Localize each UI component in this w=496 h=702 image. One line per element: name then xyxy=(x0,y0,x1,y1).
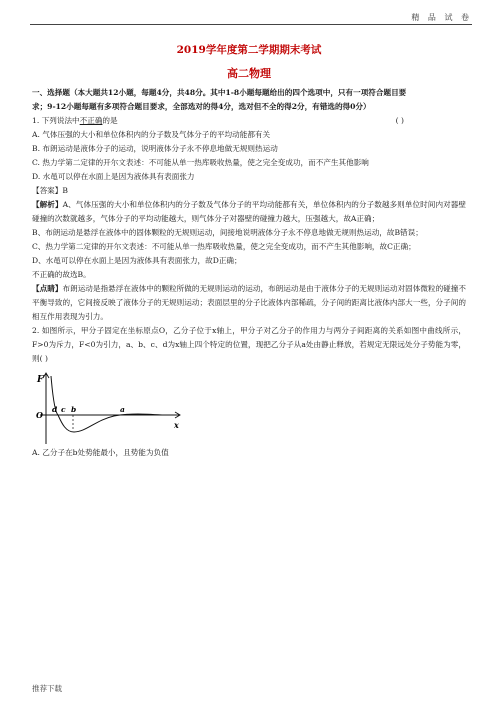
question-1-stem xyxy=(32,114,466,128)
q1-analysis-a-text: A、气体压强的大小和单位体积内的分子数及气体分子的平均动能都有关，单位体积内的分子数越多则单位时间内对器壁碰撞的次数就越多，气体分子的平均动能越大，则气体分子对器壁的碰撞力越大，压强越大，故A正确； xyxy=(32,200,466,223)
q1-answer-blank: ( ) xyxy=(395,116,404,125)
q2-option-a: A. 乙分子在b处势能最小，且势能为负值 xyxy=(32,448,169,457)
q1-conclusion: 不正确的故选B。 xyxy=(32,270,91,279)
q1-comment xyxy=(32,282,466,324)
force-curve xyxy=(51,376,162,432)
document-body xyxy=(32,42,466,460)
q1-analysis-b: B、布朗运动是悬浮在液体中的固体颗粒的无规则运动，间接地说明液体分子永不停息地做无规则热运动，故B错误； xyxy=(32,228,423,237)
question-2-stem: 2. 如图所示，甲分子固定在坐标原点O，乙分子位于x轴上，甲分子对乙分子的作用力与两分子间距离的关系如图中曲线所示，F>0为斥力，F<0为引力，a、b、c、d为x轴上四个特定的位置，现把乙分子从a处由静止释放，若规定无限远处分子势能为零，则( ) xyxy=(32,326,466,363)
q1-comment-text: 布朗运动是指悬浮在液体中的颗粒所做的无规则运动的运动，布朗运动是由于液体分子的无规则运动对固体微粒的碰撞不平衡导致的，它间接反映了液体分子的无规则运动；表面层里的分子比液体内部稀疏，分子间的距离比液体内部大一些，分子间的相互作用表现为引力。 xyxy=(32,284,467,321)
q1-stem-underlined: 不正确 xyxy=(79,116,103,125)
q1-option-b: B. 布朗运动是液体分子的运动，说明液体分子永不停息地做无规则热运动 xyxy=(32,144,278,153)
label-o: O xyxy=(36,410,43,420)
label-b: b xyxy=(71,405,77,414)
q1-analysis-a xyxy=(32,198,466,226)
header-rule xyxy=(30,24,472,25)
label-c: c xyxy=(61,405,66,414)
exam-subject: 高二物理 xyxy=(227,67,271,80)
label-f: F xyxy=(37,375,44,385)
header-label: 精 品 试 卷 xyxy=(411,13,472,22)
q1-analysis-c: C、热力学第二定律的开尔文表述：不可能从单一热库吸收热量，使之完全变成功，而不产生其他影响，故C正确； xyxy=(32,242,416,251)
q1-stem-prefix: 1. 下列说法中 xyxy=(32,116,80,125)
q1-option-d: D. 水黾可以停在水面上是因为液体具有表面张力 xyxy=(32,172,195,181)
section-heading-line2: 求；9-12小题每题有多项符合题目要求，全部选对的得4分，选对但不全的得2分，有错选的得0分） xyxy=(32,102,371,111)
q1-option-c: C. 热力学第二定律的开尔文表述：不可能从单一热库吸收热量，使之完全变成功，而不产生其他影响 xyxy=(32,158,369,167)
q1-answer: 【答案】B xyxy=(32,186,68,195)
q1-stem-suffix: 的是 xyxy=(102,116,118,125)
q1-comment-label: 【点睛】 xyxy=(32,284,63,293)
q1-analysis-label: 【解析】 xyxy=(32,200,63,209)
label-x: x xyxy=(174,420,179,430)
label-a: a xyxy=(120,405,125,414)
label-d: d xyxy=(52,405,58,414)
q1-option-a: A. 气体压强的大小和单位体积内的分子数及气体分子的平均动能都有关 xyxy=(32,130,271,139)
q1-analysis-d: D、水黾可以停在水面上是因为液体具有表面张力，故D正确； xyxy=(32,256,242,265)
force-curve-figure xyxy=(34,370,184,446)
exam-title: 2019学年度第二学期期末考试 xyxy=(176,44,322,56)
section-heading-line1: 一、选择题（本大题共12小题，每题4分，共48分。其中1-8小题每题给出的四个选项中，只有一项符合题目要 xyxy=(32,88,407,97)
footer-label: 推荐下载 xyxy=(32,684,62,693)
force-distance-graph xyxy=(34,370,184,446)
